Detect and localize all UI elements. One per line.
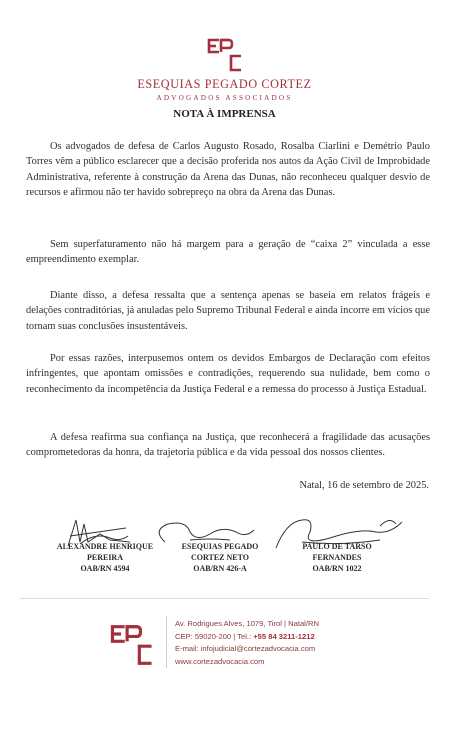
signer-name-line2: CORTEZ NETO xyxy=(190,552,250,562)
signer-name-line1: PAULO DE TARSO xyxy=(302,542,372,551)
document-title: NOTA À IMPRENSA xyxy=(173,108,276,120)
signer-oab: OAB/RN 426-A xyxy=(193,563,247,573)
signer-name-line1: ESEQUIAS PEGADO xyxy=(181,542,259,551)
footer-phone: +55 84 3211-1212 xyxy=(253,631,315,641)
signer-name-line2: FERNANDES xyxy=(312,552,362,562)
signer-3 xyxy=(272,542,402,574)
paragraph-2: Sem superfaturamento não há margem para a geração de “caixa 2” vinculada a esse empreendimento exemplar. xyxy=(26,239,430,266)
paragraph-3: Diante disso, a defesa ressalta que a sentença apenas se baseia em relatos frágeis e delações contraditórias, já anuladas pelo Supremo Tribunal Federal e ainda incorre em vícios que tornam suas conclusões insustentáveis. xyxy=(26,290,430,332)
footer-divider xyxy=(20,598,429,599)
signature-block xyxy=(40,512,440,572)
footer-website: www.cortezadvocacia.com xyxy=(175,656,265,666)
signer-name-line1: ALEXANDRE HENRIQUE xyxy=(56,542,154,551)
signer-oab: OAB/RN 4594 xyxy=(80,563,130,573)
signer-name-line2: PEREIRA xyxy=(86,552,123,562)
footer-cep-tel xyxy=(175,631,425,644)
epc-monogram-icon xyxy=(110,624,154,666)
footer-contact xyxy=(175,618,425,668)
signer-oab: OAB/RN 1022 xyxy=(312,563,362,573)
firm-subtitle: ADVOGADOS ASSOCIADOS xyxy=(156,94,293,102)
footer-email: E-mail: infojudicial@cortezadvocacia.com xyxy=(175,644,316,653)
firm-name: ESEQUIAS PEGADO CORTEZ xyxy=(137,77,312,91)
paragraph-4: Por essas razões, interpusemos ontem os devidos Embargos de Declaração com efeitos infringentes, que apontam omissões e contradições, requerendo sua nulidade, bem como o reconhecimento da incompetência da Justiça Federal e a remessa do processo à Justiça Estadual. xyxy=(26,353,430,395)
epc-monogram-icon xyxy=(207,38,243,72)
signer-2 xyxy=(155,542,285,574)
signer-1 xyxy=(40,542,170,574)
footer-address: Av. Rodrigues Alves, 1079, Tirol | Natal/RN xyxy=(175,619,319,628)
footer-vertical-rule xyxy=(166,616,167,668)
document-date: Natal, 16 de setembro de 2025. xyxy=(299,480,429,491)
footer-cep: CEP: 59020-200 | Tel.: xyxy=(175,631,254,641)
paragraph-1: Os advogados de defesa de Carlos Augusto Rosado, Rosalba Ciarlini e Demétrio Paulo Torres vêm a público esclarecer que a decisão proferida nos autos da Ação Civil de Improbidade Administrativa, referente à construção da Arena das Dunas, não reconheceu qualquer desvio de recursos e afirmou não ter havido sobrepreço na obra da Arena das Dunas. xyxy=(26,141,430,198)
paragraph-5: A defesa reafirma sua confiança na Justiça, que reconhecerá a fragilidade das acusações comprometedoras da honra, da trajetoria pública e da vida pessoal dos nossos clientes. xyxy=(26,432,430,459)
